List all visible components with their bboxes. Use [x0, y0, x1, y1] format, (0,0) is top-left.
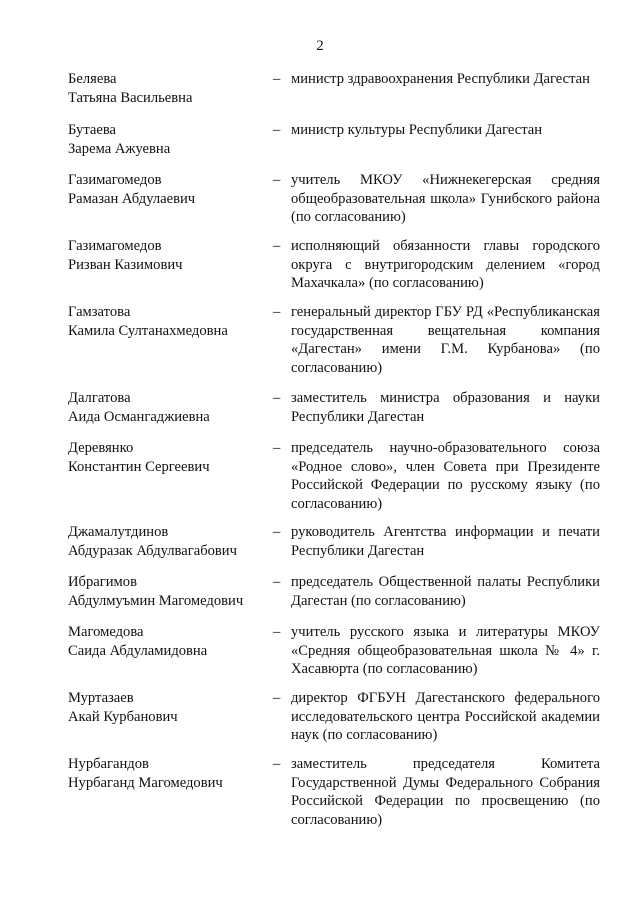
person-role: заместитель председателя Комитета Государственной Думы Федерального Собрания Российской Федерации по просвещению (по согласованию): [291, 756, 600, 828]
person-name: [68, 171, 273, 227]
person-surname: Гамзатова: [68, 304, 131, 320]
person-role: учитель русского языка и литературы МКОУ «Средняя общеобразовательная школа № 4» г. Хасавюрта (по согласованию): [291, 624, 600, 678]
dash-separator: –: [273, 624, 281, 640]
person-name: [68, 439, 273, 513]
person-given-name: Аида Османгаджиевна: [68, 408, 210, 425]
person-name: [68, 623, 273, 679]
person-role: министр здравоохранения Республики Дагестан: [291, 71, 590, 87]
list-item: [68, 573, 600, 610]
person-given-name: Ризван Казимович: [68, 256, 183, 273]
person-surname: Беляева: [68, 71, 117, 87]
person-name: [68, 573, 273, 610]
person-surname: Джамалутдинов: [68, 524, 169, 540]
list-item: [68, 389, 600, 426]
list-item: [68, 755, 600, 829]
person-role: председатель Общественной палаты Республики Дагестан (по согласованию): [291, 574, 600, 609]
person-surname: Нурбагандов: [68, 756, 149, 772]
person-role: учитель МКОУ «Нижнекегерская средняя общеобразовательная школа» Гунибского района (по согласованию): [291, 172, 600, 226]
person-surname: Муртазаев: [68, 690, 134, 706]
person-name: [68, 303, 273, 377]
dash-separator: –: [273, 238, 281, 254]
dash-separator: –: [273, 756, 281, 772]
dash-separator: –: [273, 122, 281, 138]
person-given-name: Константин Сергеевич: [68, 458, 210, 475]
person-surname: Деревянко: [68, 440, 134, 456]
list-item: [68, 171, 600, 227]
list-item: [68, 523, 600, 560]
person-surname: Газимагомедов: [68, 238, 162, 254]
dash-separator: –: [273, 172, 281, 188]
person-surname: Бутаева: [68, 122, 116, 138]
person-name: [68, 689, 273, 745]
person-role: председатель научно-образовательного союза «Родное слово», член Совета при Президенте Российской Федерации по русскому языку (по согласованию): [291, 440, 600, 512]
list-item: [68, 237, 600, 293]
page-number: 2: [316, 38, 324, 54]
person-given-name: Нурбаганд Магомедович: [68, 774, 223, 791]
person-surname: Газимагомедов: [68, 172, 162, 188]
person-role: генеральный директор ГБУ РД «Республиканская государственная вещательная компания «Дагестан» имени Г.М. Курбанова» (по согласованию): [291, 304, 600, 376]
dash-separator: –: [273, 574, 281, 590]
person-surname: Далгатова: [68, 390, 131, 406]
person-name: [68, 70, 273, 107]
person-role: директор ФГБУН Дагестанского федерального исследовательского центра Российской академии наук (по согласованию): [291, 690, 600, 744]
dash-separator: –: [273, 440, 281, 456]
person-role: министр культуры Республики Дагестан: [291, 122, 543, 138]
person-name: [68, 523, 273, 560]
list-item: [68, 303, 600, 377]
person-role: исполняющий обязанности главы городского округа с внутригородским делением «город Махачкала» (по согласованию): [291, 238, 600, 292]
person-role: руководитель Агентства информации и печати Республики Дагестан: [291, 524, 600, 559]
dash-separator: –: [273, 690, 281, 706]
list-item: [68, 70, 600, 107]
person-name: [68, 237, 273, 293]
dash-separator: –: [273, 71, 281, 87]
person-surname: Ибрагимов: [68, 574, 137, 590]
person-name: [68, 755, 273, 829]
person-given-name: Камила Султанахмедовна: [68, 322, 228, 339]
person-name: [68, 121, 273, 158]
person-given-name: Зарема Ажуевна: [68, 140, 171, 157]
dash-separator: –: [273, 524, 281, 540]
list-item: [68, 121, 600, 158]
dash-separator: –: [273, 304, 281, 320]
dash-separator: –: [273, 390, 281, 406]
list-item: [68, 623, 600, 679]
list-item: [68, 439, 600, 513]
person-given-name: Рамазан Абдулаевич: [68, 190, 196, 207]
list-item: [68, 689, 600, 745]
person-given-name: Татьяна Васильевна: [68, 89, 193, 106]
person-given-name: Саида Абдуламидовна: [68, 642, 208, 659]
person-name: [68, 389, 273, 426]
person-given-name: Абдулмуъмин Магомедович: [68, 592, 244, 609]
person-surname: Магомедова: [68, 624, 144, 640]
person-role: заместитель министра образования и науки Республики Дагестан: [291, 390, 600, 425]
person-given-name: Акай Курбанович: [68, 708, 178, 725]
person-given-name: Абдуразак Абдулвагабович: [68, 542, 237, 559]
